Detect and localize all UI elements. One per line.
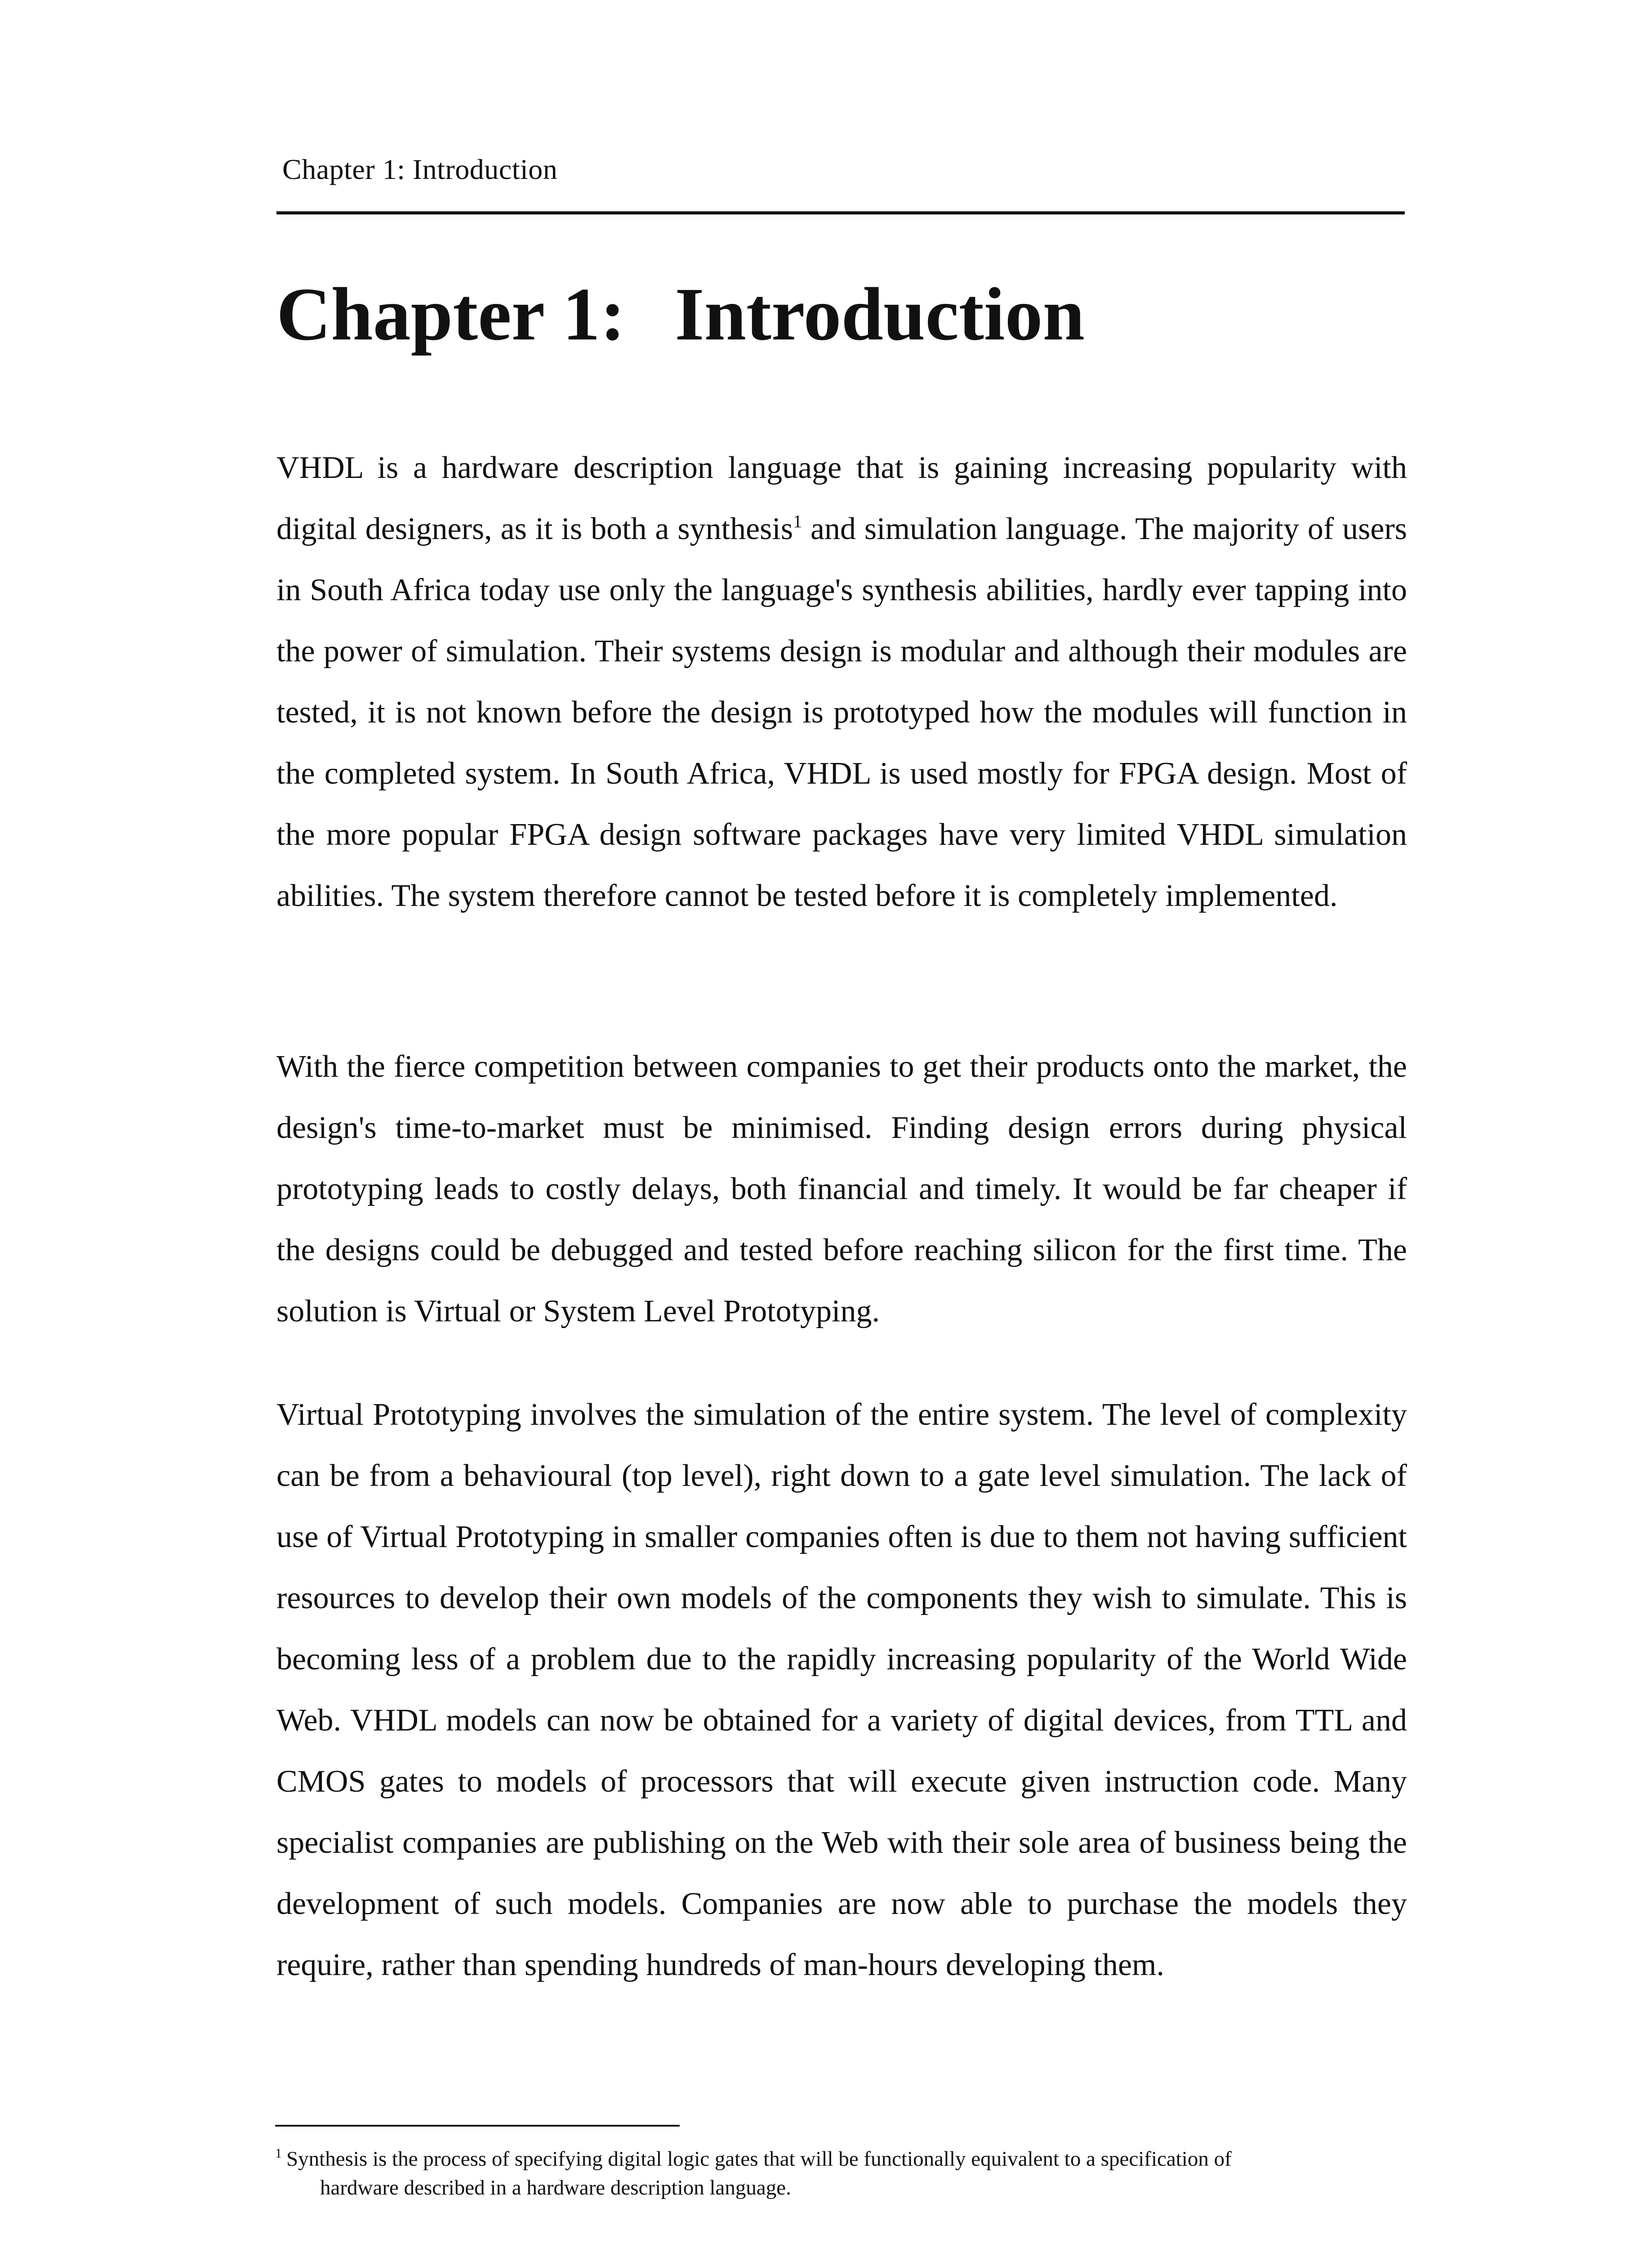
footnote-marker: 1 (275, 2146, 282, 2161)
paragraph-1-text-a: VHDL is a hardware description language that is gaining increasing popularity with digital designers, as it is both a synthesis (276, 450, 1407, 546)
footnote (275, 2145, 1408, 2202)
footnote-reference[interactable]: 1 (793, 511, 802, 531)
chapter-number: Chapter 1: (276, 272, 626, 356)
footnote-line-1: Synthesis is the process of specifying digital logic gates that will be functionally equivalent to a specification of (286, 2147, 1232, 2171)
paragraph-1-text-b: and simulation language. The majority of users in South Africa today use only the language's synthesis abilities, hardly ever tapping into the power of simulation. Their systems design is modular and although their modules are tested, it is not known before the design is prototyped how the modules will function in the completed system. In South Africa, VHDL is used mostly for FPGA design. Most of the more popular FPGA design software packages have very limited VHDL simulation abilities. The system therefore cannot be tested before it is completely implemented. (276, 512, 1407, 913)
paragraph-3: Virtual Prototyping involves the simulation of the entire system. The level of complexity can be from a behavioural (top level), right down to a gate level simulation. The lack of use of Virtual Prototyping in smaller companies often is due to them not having sufficient resources to develop their own models of the components they wish to simulate. This is becoming less of a problem due to the rapidly increasing popularity of the World Wide Web. VHDL models can now be obtained for a variety of digital devices, from TTL and CMOS gates to models of processors that will execute given instruction code. Many specialist companies are publishing on the Web with their sole area of business being the development of such models. Companies are now able to purchase the models they require, rather than spending hundreds of man-hours developing them. (276, 1397, 1407, 1982)
footnote-rule (275, 2125, 680, 2127)
chapter-name: Introduction (675, 272, 1085, 356)
running-head: Chapter 1: Introduction (282, 153, 558, 185)
chapter-title (276, 272, 1085, 356)
paragraph-1 (276, 437, 1407, 927)
footnote-line-2: hardware described in a hardware description language. (320, 2176, 791, 2199)
paragraph-2: With the fierce competition between companies to get their products onto the market, the design's time-to-market must be minimised. Finding design errors during physical prototyping leads to costly delays, both financial and timely. It would be far cheaper if the designs could be debugged and tested before reaching silicon for the first time. The solution is Virtual or System Level Prototyping. (276, 1049, 1407, 1329)
header-rule (276, 211, 1405, 214)
